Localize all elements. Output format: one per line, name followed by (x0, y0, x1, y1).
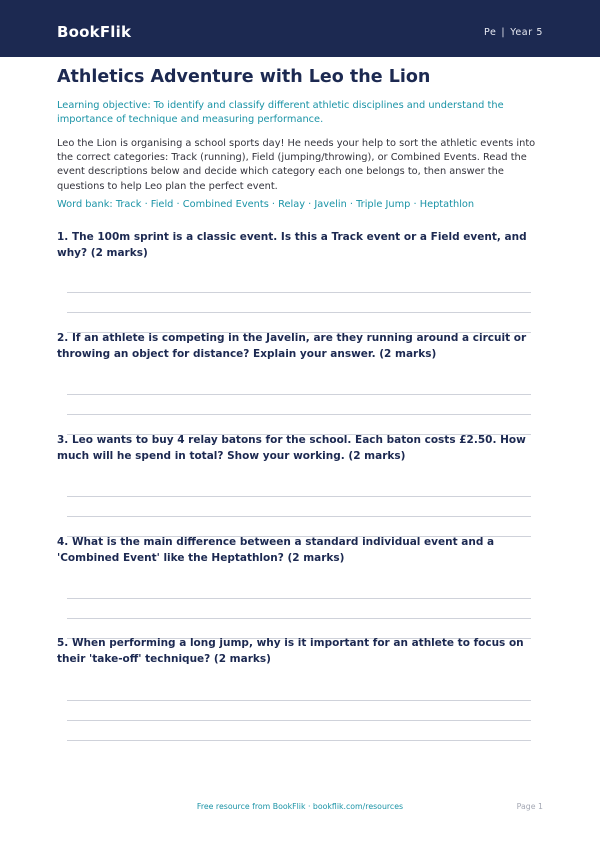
question-text: 4. What is the main difference between a standard individual event and a 'Combined Event' like the Heptathlon? (2 marks) (57, 536, 495, 564)
answer-line[interactable] (67, 700, 531, 701)
answer-line[interactable] (67, 740, 531, 741)
page-header (0, 0, 600, 57)
answer-line[interactable] (67, 598, 531, 599)
year-label: Year 5 (510, 27, 543, 38)
question-text: 1. The 100m sprint is a classic event. Is this a Track event or a Field event, and why? (2 marks) (57, 231, 527, 259)
question-4 (57, 535, 547, 566)
answer-line[interactable] (67, 394, 531, 395)
learning-objective: Learning objective: To identify and classify different athletic disciplines and understand the importance of technique and measuring performance. (57, 100, 504, 125)
page-footer (0, 800, 600, 814)
page-number: Page 1 (516, 802, 543, 811)
question-text: 2. If an athlete is competing in the Javelin, are they running around a circuit or throwing an object for distance? Explain your answer. (2 marks) (57, 332, 527, 360)
answer-line[interactable] (67, 414, 531, 415)
subject-label: Pe (483, 27, 497, 38)
question-2 (57, 331, 547, 362)
answer-line[interactable] (67, 720, 531, 721)
subject-year-label (484, 26, 543, 40)
question-text: 3. Leo wants to buy 4 relay batons for the school. Each baton costs £2.50. How much will he spend in total? Show your working. (2 marks) (57, 434, 526, 462)
answer-line[interactable] (67, 312, 531, 313)
question-3 (57, 433, 547, 464)
answer-line[interactable] (67, 516, 531, 517)
intro-paragraph: Leo the Lion is organising a school sports day! He needs your help to sort the athletic events into the correct categories: Track (running), Field (jumping/throwing), or Combined Events. Read the event descriptions below and decide which category each one belongs to, then answer the questions to help Leo plan the perfect event. (57, 138, 536, 192)
answer-line[interactable] (67, 496, 531, 497)
meta-separator: | (501, 27, 506, 38)
question-5 (57, 636, 547, 667)
question-text: 5. When performing a long jump, why is it important for an athlete to focus on their 'take-off' technique? (2 marks) (57, 637, 524, 665)
brand-logo: BookFlik (57, 23, 132, 41)
question-1 (57, 230, 547, 261)
footer-credit-link[interactable]: Free resource from BookFlik · bookflik.com/resources (196, 802, 404, 811)
worksheet-title: Athletics Adventure with Leo the Lion (57, 67, 431, 87)
word-bank: Word bank: Track · Field · Combined Events · Relay · Javelin · Triple Jump · Heptathlon (57, 199, 475, 210)
answer-line[interactable] (67, 618, 531, 619)
answer-line[interactable] (67, 292, 531, 293)
